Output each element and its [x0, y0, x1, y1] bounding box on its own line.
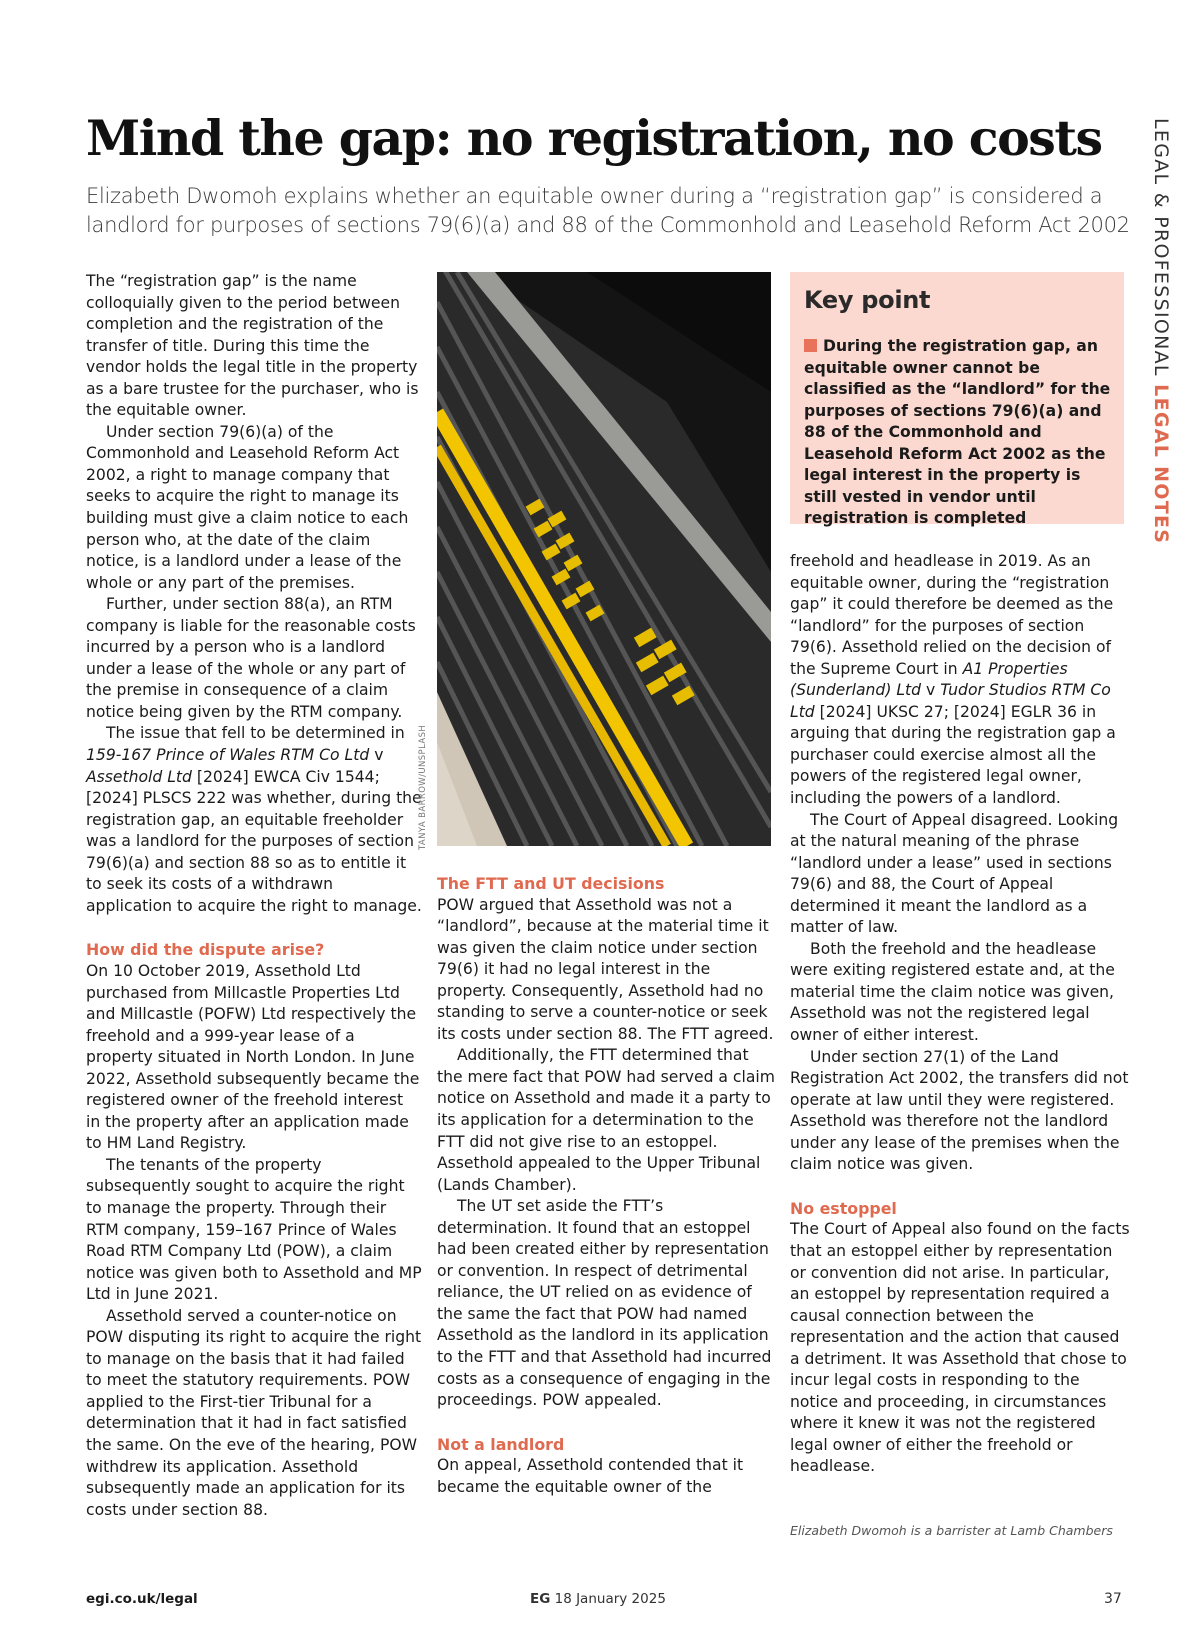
- platform-tactile-paving-photo: [437, 272, 771, 846]
- paragraph: On 10 October 2019, Assethold Ltd purchased from Millcastle Properties Ltd and Millcastle (POFW) Ltd respectively the freehold and a 999-year lease of a property situated in North London. In June 2022, Assethold subsequently became the registered owner of the freehold interest in the property after an application made to HM Land Registry.: [86, 961, 420, 1153]
- paragraph: POW argued that Assethold was not a “landlord”, because at the material time it was given the claim notice under section 79(6) it had no legal interest in the property. Consequently, Assethold had no standing to serve a counter-notice or seek its costs under section 88. The FTT agreed.: [437, 895, 774, 1043]
- paragraph: Under section 27(1) of the Land Registration Act 2002, the transfers did not operate at law until they were registered. Assethold was therefore not the landlord under any lease of the premises when the claim notice was given.: [790, 1047, 1129, 1174]
- case-name: Assethold Ltd: [86, 767, 192, 786]
- article-column-3: [790, 551, 1130, 1478]
- page-number: 37: [1104, 1591, 1122, 1607]
- issue-date: 18 January 2025: [554, 1591, 666, 1607]
- paragraph: The issue that fell to be determined in 159-167 Prince of Wales RTM Co Ltd v Assethold Ltd [2024] EWCA Civ 1544; [2024] PLSCS 222 was whether, during the registration gap, an equitable freeholder was a landlord for the purposes of section 79(6)(a) and section 88 so as to entitle it to seek its costs of a withdrawn application to acquire the right to manage.: [86, 724, 422, 915]
- article-column-2: [437, 873, 777, 1498]
- paragraph: freehold and headlease in 2019. As an equitable owner, during the “registration gap” it could therefore be deemed as the “landlord” for the purposes of section 79(6). Assethold relied on the decision of the Supreme Court in A1 Properties (Sunderland) Ltd v Tudor Studios RTM Co Ltd [2024] UKSC 27; [2024] EGLR 36 in arguing that during the registration gap a purchaser could exercise almost all the powers of the registered legal owner, including the powers of a landlord.: [790, 552, 1116, 808]
- case-name: 159-167 Prince of Wales RTM Co Ltd: [86, 746, 370, 765]
- square-bullet-icon: [804, 339, 817, 352]
- paragraph: Under section 79(6)(a) of the Commonhold and Leasehold Reform Act 2002, a right to manage company that seeks to acquire the right to manage its building must give a claim notice to each person who, at the date of the claim notice, is a landlord under a lease of the whole or any part of the premises.: [86, 422, 409, 592]
- brand-label: EG: [530, 1591, 551, 1607]
- case-name: Tudor Studios RTM Co Ltd: [790, 681, 1111, 721]
- footer-issue-date: [530, 1591, 666, 1607]
- case-name: A1 Properties (Sunderland) Ltd: [790, 659, 1068, 700]
- article-title: Mind the gap: no registration, no costs: [86, 109, 1102, 167]
- paragraph: The “registration gap” is the name colloquially given to the period between completion and the registration of the transfer of title. During this time the vendor holds the legal title in the property as a bare trustee for the purchaser, who is the equitable owner.: [86, 272, 419, 420]
- key-point-text: During the registration gap, an equitable owner cannot be classified as the “landlord” for the purposes of sections 79(6)(a) and 88 of the Commonhold and Leasehold Reform Act 2002 as the legal interest in the property is still vested in vendor until registration is completed: [804, 337, 1111, 527]
- key-point-box: [790, 272, 1124, 527]
- subsection-label: LEGAL NOTES: [1150, 384, 1172, 545]
- section-heading: Not a landlord: [437, 1434, 565, 1454]
- paragraph: Assethold served a counter-notice on POW disputing its right to acquire the right to manage on the basis that it had failed to meet the statutory requirements. POW applied to the First-tier Tribunal for a determination that it had in fact satisfied the same. On the eve of the hearing, POW withdrew its application. Assethold subsequently made an application for its costs under section 88.: [86, 1306, 422, 1519]
- article-standfirst: Elizabeth Dwomoh explains whether an equitable owner during a “registration gap” is considered a landlord for purposes of sections 79(6)(a) and 88 of the Commonhold and Leasehold Reform Act 2002: [86, 184, 1130, 237]
- paragraph: Both the freehold and the headlease were exiting registered estate and, at the material time the claim notice was given, Assethold was not the registered legal owner of either interest.: [790, 939, 1115, 1045]
- paragraph: The tenants of the property subsequently sought to acquire the right to manage the property. Through their RTM company, 159–167 Prince of Wales Road RTM Company Ltd (POW), a claim notice was given both to Assethold and MP Ltd in June 2021.: [86, 1155, 422, 1304]
- footer-url-link[interactable]: egi.co.uk/legal: [86, 1591, 198, 1607]
- key-point-title: Key point: [804, 286, 931, 314]
- paragraph: Further, under section 88(a), an RTM company is liable for the reasonable costs incurred by a person who is a landlord under a lease of the whole or any part of the premise in consequence of a claim notice being given by the RTM company.: [86, 595, 416, 721]
- paragraph: The Court of Appeal also found on the facts that an estoppel either by representation or convention did not arise. In particular, an estoppel by representation required a causal connection between the representation and the action that caused a detriment. It was Assethold that chose to incur legal costs in responding to the notice and proceeding, in circumstances where it knew it was not the registered legal owner of either the freehold or headlease.: [790, 1220, 1130, 1476]
- author-note: Elizabeth Dwomoh is a barrister at Lamb Chambers: [790, 1523, 1113, 1538]
- section-sidebar-label: [1142, 118, 1182, 545]
- article-column-1: [86, 271, 422, 1521]
- section-label: LEGAL & PROFESSIONAL: [1150, 118, 1172, 377]
- paragraph: The Court of Appeal disagreed. Looking at the natural meaning of the phrase “landlord under a lease” used in sections 79(6) and 88, the Court of Appeal determined it meant the landlord as a matter of law.: [790, 810, 1119, 937]
- photo-credit: TANYA BARROW/UNSPLASH: [418, 724, 428, 850]
- section-heading: How did the dispute arise?: [86, 940, 325, 960]
- paragraph: On appeal, Assethold contended that it became the equitable owner of the: [437, 1456, 744, 1496]
- section-heading: No estoppel: [790, 1198, 897, 1218]
- paragraph: The UT set aside the FTT’s determination. It found that an estoppel had been created either by representation or convention. In respect of detrimental reliance, the UT relied on as evidence of the same the fact that POW had named Assethold as the landlord in its application to the FTT and that Assethold had incurred costs as a consequence of engaging in the proceedings. POW appealed.: [437, 1197, 772, 1410]
- paragraph: Additionally, the FTT determined that the mere fact that POW had served a claim notice on Assethold and made it a party to its application for a determination to the FTT did not give rise to an estoppel. Assethold appealed to the Upper Tribunal (Lands Chamber).: [437, 1046, 775, 1194]
- section-heading: The FTT and UT decisions: [437, 874, 665, 893]
